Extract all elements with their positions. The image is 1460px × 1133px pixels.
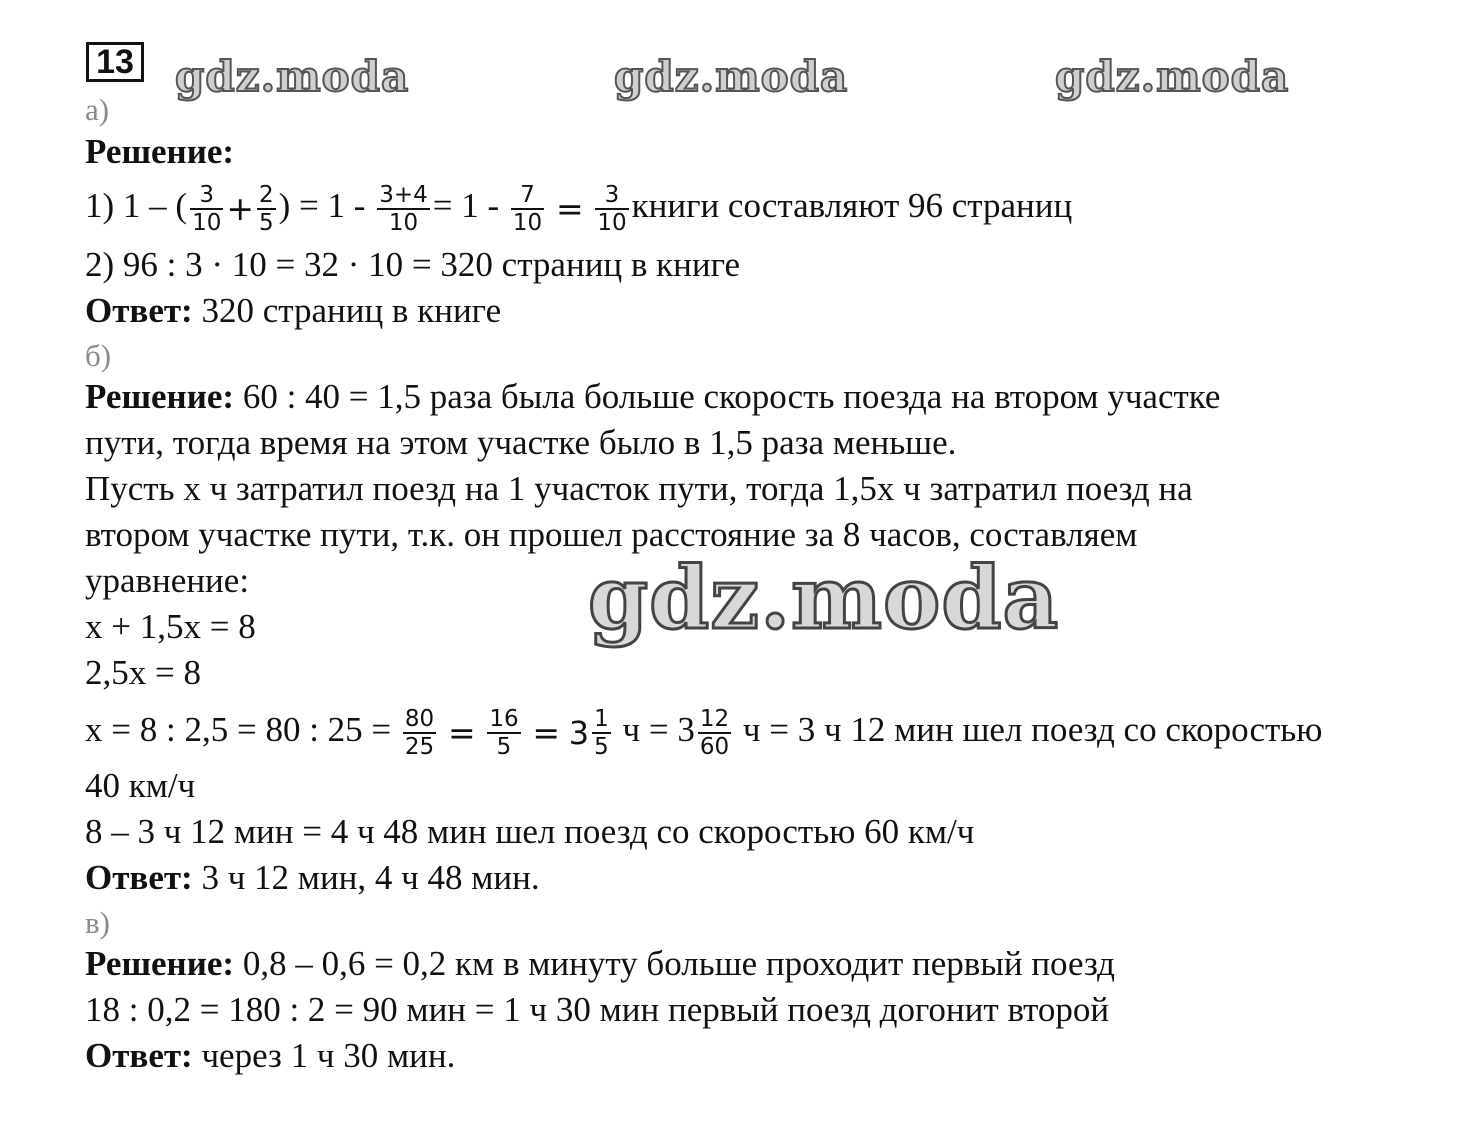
watermark-large: gdz.moda [588,548,1060,649]
part-b-label: б) [85,338,112,373]
equals-sign: = [447,712,476,752]
watermark: gdz.moda [614,52,849,101]
part-c-answer: Ответ: через 1 ч 30 мин. [85,1036,456,1075]
equals-sign: = [555,188,584,228]
task-number: 13 [86,42,144,82]
fraction: $\frac{2}{5}$ [259,181,274,236]
text: 1) 1 – ( [85,186,188,225]
fraction: $\frac{80}{25}$ [404,705,435,760]
part-b-solution-1: Решение: 60 : 40 = 1,5 раза была больше скорость поезда на втором участке [85,377,1221,416]
part-b-answer: Ответ: 3 ч 12 мин, 4 ч 48 мин. [85,858,540,897]
part-b-equation-3: х = 8 : 2,5 = 80 : 25 = $\frac{80}{25}$ = $\frac{16}{5}$ = 3 $\frac{1}{5}$ ч = 3 $\frac{12}{60}$ ч = 3 ч 12 мин шел поезд со скоростью [85,705,1323,760]
part-b-solution-2: пути, тогда время на этом участке было в 1,5 раза меньше. [85,423,957,462]
fraction: $\frac{7}{10}$ [512,181,543,236]
fraction: $\frac{12}{60}$ [699,705,730,760]
text: = 1 - [432,186,500,225]
watermark: gdz.moda [1055,52,1290,101]
part-a-line-2: 2) 96 : 3 · 10 = 32 · 10 = 320 страниц в книге [85,245,741,284]
part-b-equation-2: 2,5х = 8 [85,653,201,692]
fraction: $\frac{3}{10}$ [192,181,222,236]
fraction: $\frac{3}{10}$ [597,181,627,236]
plus-sign: + [226,188,254,228]
part-b-equation-4: 40 км/ч [85,766,196,805]
part-b-equation-5: 8 – 3 ч 12 мин = 4 ч 48 мин шел поезд со скоростью 60 км/ч [85,812,975,851]
part-c-solution-2: 18 : 0,2 = 180 : 2 = 90 мин = 1 ч 30 мин первый поезд догонит второй [85,990,1110,1029]
part-b-solution-4: втором участке пути, т.к. он прошел расстояние за 8 часов, составляем [85,515,1138,554]
part-b-solution-5: уравнение: [85,561,250,600]
part-a-line-1 [85,176,1072,239]
equals-sign: = [532,712,561,752]
text: ) = 1 - [278,186,366,225]
watermark: gdz.moda [175,52,410,101]
mixed-whole: 3 [568,713,590,752]
part-a-answer: Ответ: 320 страниц в книге [85,291,502,330]
part-c-solution-1: Решение: 0,8 – 0,6 = 0,2 км в минуту больше проходит первый поезд [85,944,1115,983]
part-a-label: а) [85,92,110,127]
part-a-solution-heading: Решение: [85,132,235,171]
fraction: $\frac{16}{5}$ [489,705,519,760]
fraction: $\frac{1}{5}$ [594,705,609,760]
part-b-solution-3: Пусть х ч затратил поезд на 1 участок пути, тогда 1,5х ч затратил поезд на [85,469,1193,508]
fraction: $\frac{3+4}{10}$ [379,181,428,236]
part-b-equation-1: х + 1,5х = 8 [85,607,256,646]
text: книги составляют 96 страниц [631,186,1073,225]
part-c-label: в) [85,905,110,940]
